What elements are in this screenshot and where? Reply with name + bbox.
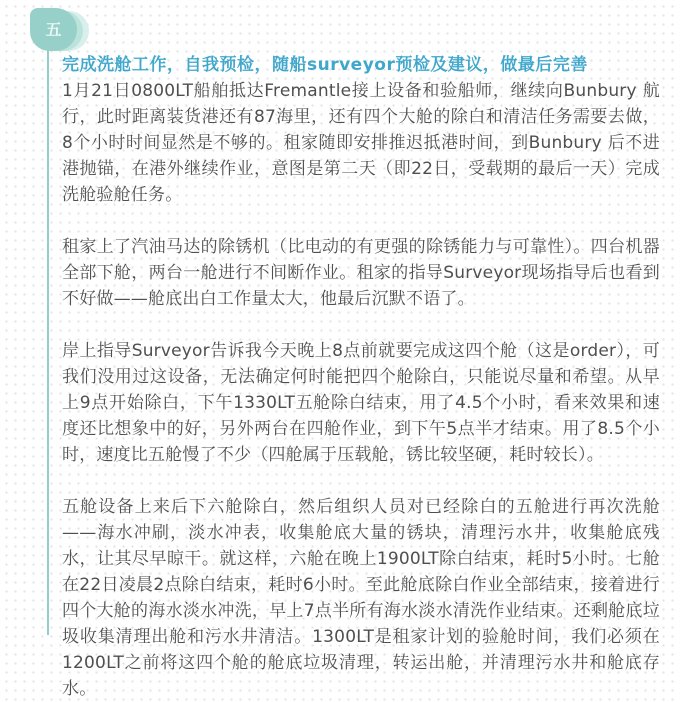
badge-number: 五 xyxy=(45,19,62,39)
article-content xyxy=(62,52,660,702)
paragraph-3: 岸上指导Surveyor告诉我今天晚上8点前就要完成这四个舱（这是order），可我们没用过这设备，无法确定何时能把四个舱除白，只能说尽量和希望。从早上9点开始除白，下午1330LT五舱除白结束，用了4.5个小时，看来效果和速度还比想象中的好，另外两台在四舱作业，到下午5点半才结束。用了8.5个小时，速度比五舱慢了不少（四舱属于压载舱，锈比较坚硬，耗时较长）。 xyxy=(62,341,660,465)
section-number-badge xyxy=(30,8,92,52)
paragraph-2: 租家上了汽油马达的除锈机（比电动的有更强的除锈能力与可靠性）。四台机器全部下舱，两台一舱进行不间断作业。租家的指导Surveyor现场指导后也看到不好做——舱底出白工作量太大，他最后沉默不语了。 xyxy=(62,237,660,309)
badge-shape xyxy=(30,8,77,51)
paragraph-1: 1月21日0800LT船舶抵达Fremantle接上设备和验船师，继续向Bunbury 航行，此时距离装货港还有87海里，还有四个大舱的除白和清洁任务需要去做，8个小时时间显然是不够的。租家随即安排推迟抵港时间，到Bunbury 后不进港抛锚，在港外继续作业，意图是第二天（即22日，受载期的最后一天）完成洗舱验舱任务。 xyxy=(62,81,660,205)
paragraph-4: 五舱设备上来后下六舱除白，然后组织人员对已经除白的五舱进行再次洗舱——海水冲刷，淡水冲表，收集舱底大量的锈块，清理污水井，收集舱底残水，让其尽早晾干。就这样，六舱在晚上1900LT除白结束，耗时5小时。七舱在22日凌晨2点除白结束，耗时6小时。至此舱底除白作业全部结束，接着进行四个大舱的海水淡水冲洗，早上7点半所有海水淡水清洗作业结束。还剩舱底垃圾收集清理出舱和污水井清洁。1300LT是租家计划的验舱时间，我们必须在1200LT之前将这四个舱的舱底垃圾清理，转运出舱，并清理污水井和舱底存水。 xyxy=(62,497,660,699)
section-heading: 完成洗舱工作，自我预检，随船surveyor预检及建议，做最后完善 xyxy=(62,55,588,75)
section-guide-line xyxy=(47,48,49,635)
